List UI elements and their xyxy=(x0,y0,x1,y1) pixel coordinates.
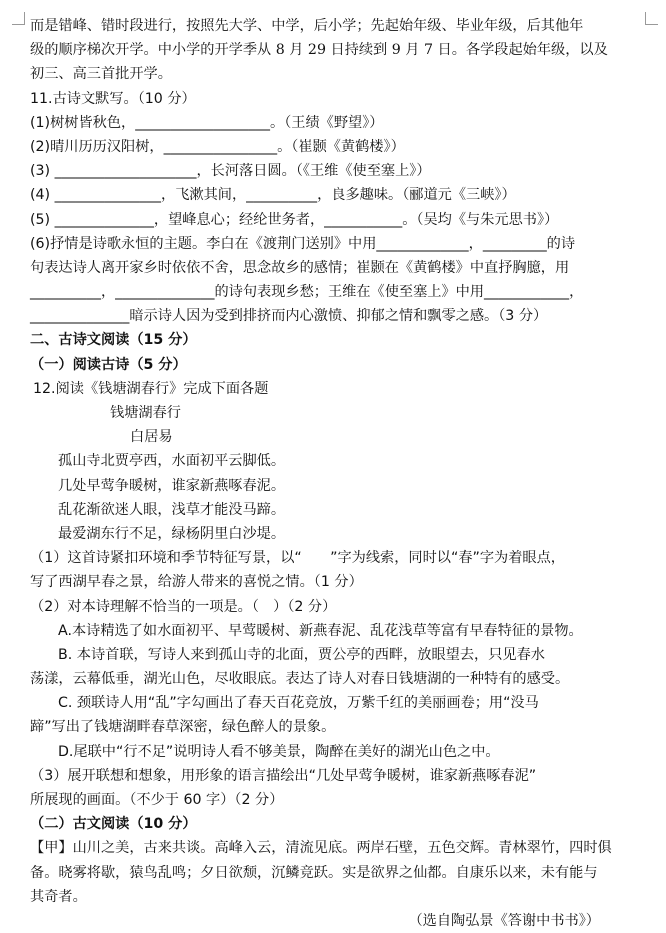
question-11-heading: 11.古诗文默写。（10 分） xyxy=(30,90,196,107)
fill-blank-5: (5) ______________，望峰息心；经纶世务者，___________。（吴均《与朱元思书》） xyxy=(30,211,559,228)
question-12-2: （2）对本诗理解不恰当的一项是。（ ）（2 分） xyxy=(30,598,337,615)
fill-blank-3: (3) ____________________，长河落日圆。（《王维《使至塞上》） xyxy=(30,163,431,180)
question-12-3: （3）展开联想和想象，用形象的语言描绘出“几处早莺争暖树，谁家新燕啄春泥” xyxy=(30,767,537,784)
text-line: 而是错峰、错时段进行，按照先大学、中学，后小学；先起始年级、毕业年级，后其他年 xyxy=(30,18,584,34)
option-b-cont: 荡漾，云幕低垂，湖光山色，尽收眼底。表达了诗人对春日钱塘湖的一种特有的感受。 xyxy=(30,671,570,688)
fill-blank-6-cont: 句表达诗人离开家乡时依依不舍，思念故乡的感情；崔颢在《黄鹤楼》中直抒胸臆，用 xyxy=(30,259,570,276)
document-page xyxy=(30,14,640,933)
text-line: 级的顺序梯次开学。中小学的开学季从 8 月 29 日持续到 9 月 7 日。各学段起始年级，以及 xyxy=(30,42,608,59)
fill-blank-4: (4) _______________，飞漱其间，__________，良多趣味。（郦道元《三峡》） xyxy=(30,187,516,204)
question-12-1: （1）这首诗紧扣环境和季节特征写景，以“ ”字为线索，同时以“春”字为着眼点， xyxy=(30,550,565,567)
fill-blank-1: (1)树树皆秋色，___________________。（王绩《野望》） xyxy=(30,114,384,131)
poem-line: 乱花渐欲迷人眼，浅草才能没马蹄。 xyxy=(58,501,286,518)
option-b: B. 本诗首联，写诗人来到孤山寺的北面，贾公亭的西畔，放眼望去，只见春水 xyxy=(58,646,545,663)
poem-author: 白居易 xyxy=(130,429,173,446)
corner-crop-mark-left xyxy=(12,12,25,25)
passage-jia: 【甲】山川之美，古来共谈。高峰入云，清流见底。两岸石壁，五色交辉。青林翠竹，四时俱 xyxy=(30,840,612,857)
option-d: D.尾联中“行不足”说明诗人看不够美景，陶醉在美好的湖光山色之中。 xyxy=(58,743,500,760)
subsection-1-heading: （一）阅读古诗（5 分） xyxy=(30,356,187,373)
question-12-3-cont: 所展现的画面。（不少于 60 字）（2 分） xyxy=(30,792,284,808)
question-12-1-cont: 写了西湖早春之景，给游人带来的喜悦之情。（1 分） xyxy=(30,574,363,591)
option-c-cont: 蹄”写出了钱塘湖畔春草深密，绿色醉人的景象。 xyxy=(30,719,336,736)
option-a: A.本诗精选了如水面初平、早莺暖树、新燕春泥、乱花浅草等富有早春特征的景物。 xyxy=(58,622,583,639)
passage-jia-cont: 其奇者。 xyxy=(30,888,87,905)
fill-blank-2: (2)晴川历历汉阳树，________________。（崔颢《黄鹤楼》） xyxy=(30,138,405,155)
subsection-2-heading: （二）古文阅读（10 分） xyxy=(30,816,197,833)
passage-jia-cont: 备。晓雾将歇，猿鸟乱鸣；夕日欲颓，沉鳞竞跃。实是欲界之仙都。自康乐以来，未有能与 xyxy=(30,864,598,881)
fill-blank-6: (6)抒情是诗歌永恒的主题。李白在《渡荆门送别》中用_____________，_________的诗 xyxy=(30,235,576,252)
fill-blank-6-cont: __________，______________的诗句表现乡愁；王维在《使至塞上》中用____________， xyxy=(30,284,584,301)
poem-line: 几处早莺争暖树，谁家新燕啄春泥。 xyxy=(58,477,286,494)
option-c: C. 颈联诗人用“乱”字勾画出了春天百花竞放，万紫千红的美丽画卷；用“没马 xyxy=(58,695,539,712)
poem-line: 孤山寺北贾亭西，水面初平云脚低。 xyxy=(58,453,286,470)
poem-title: 钱塘湖春行 xyxy=(110,405,181,421)
poem-line: 最爱湖东行不足，绿杨阴里白沙堤。 xyxy=(58,525,286,542)
fill-blank-6-cont: ______________暗示诗人因为受到排挤而内心激愤、抑郁之情和飘零之感。（3 分） xyxy=(30,308,548,325)
section-2-heading: 二、古诗文阅读（15 分） xyxy=(30,332,197,349)
corner-crop-mark-right xyxy=(645,12,658,25)
text-line: 初三、高三首批开学。 xyxy=(30,66,172,83)
passage-source: （选自陶弘景《答谢中书书》） xyxy=(408,912,600,929)
question-12-heading: 12.阅读《钱塘湖春行》完成下面各题 xyxy=(33,380,269,397)
